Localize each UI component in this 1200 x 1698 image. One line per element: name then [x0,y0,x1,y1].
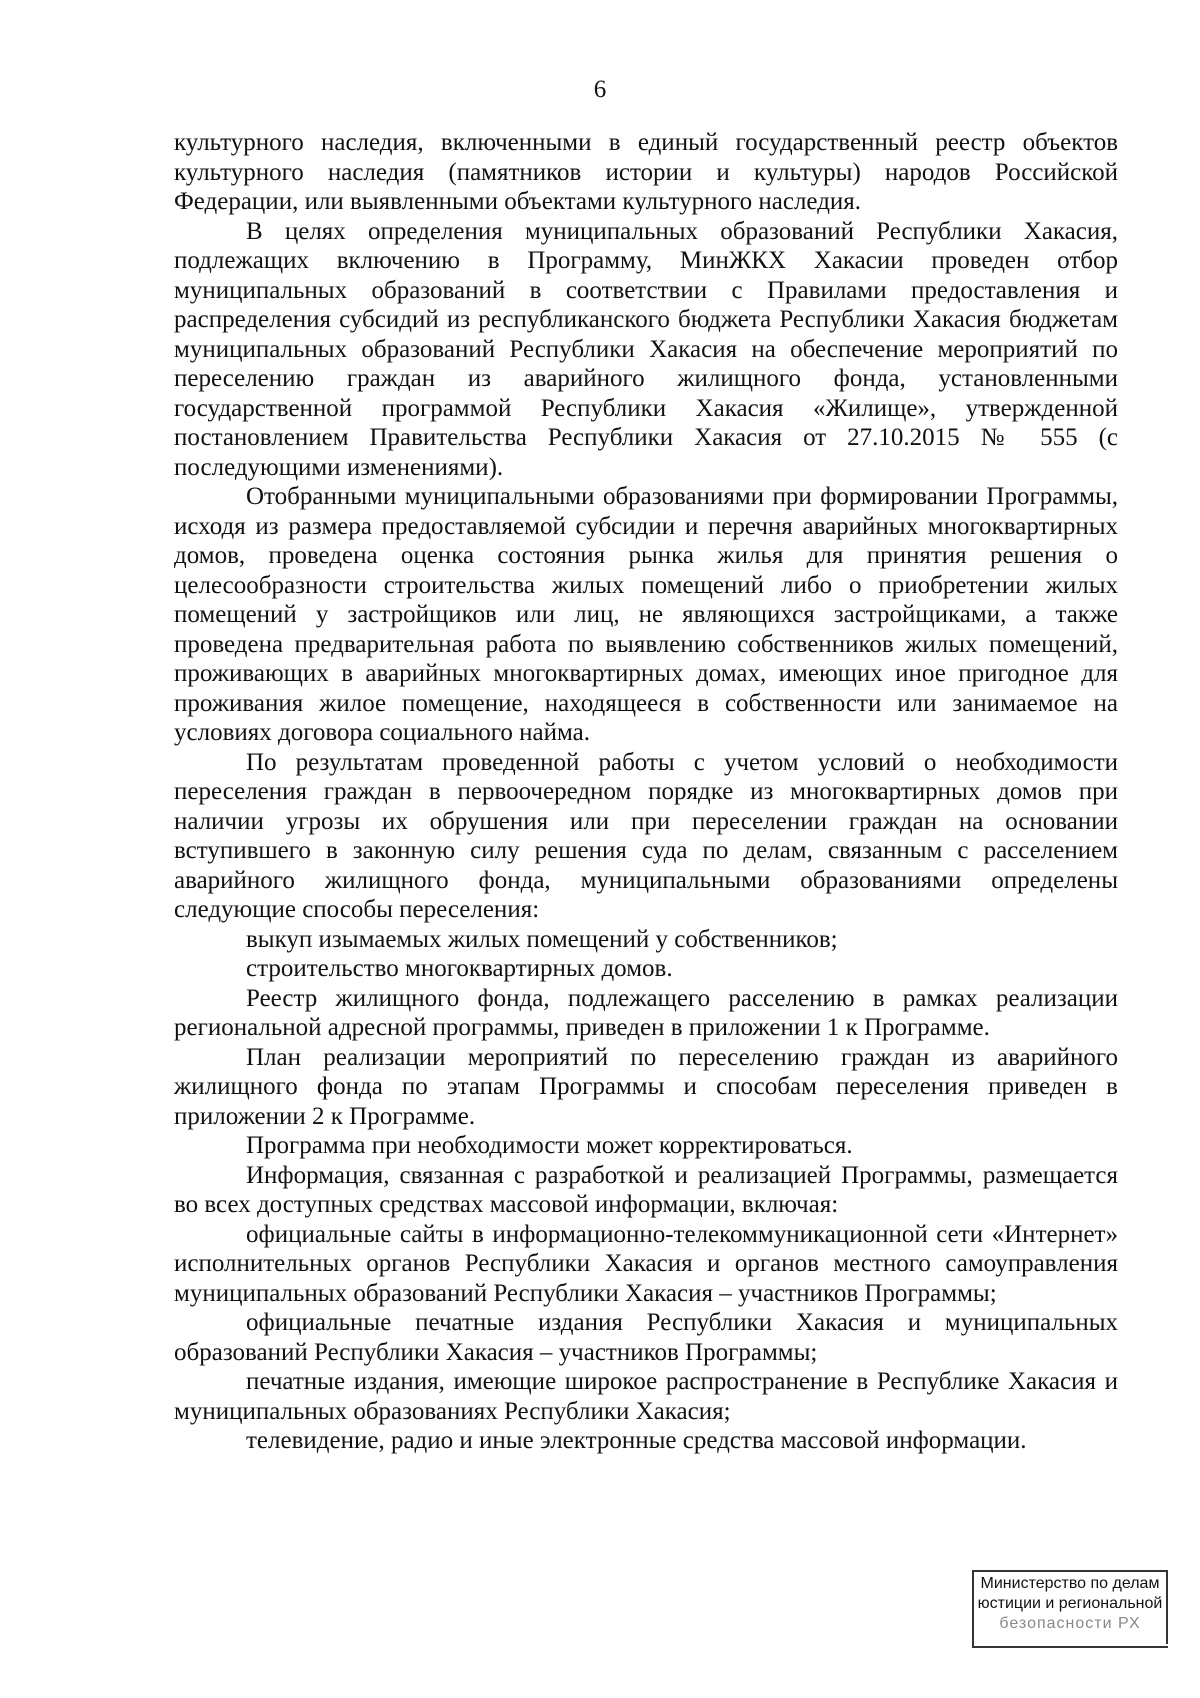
paragraph-resettlement-methods: По результатам проведенной работы с учетом условий о необходимости переселения граждан в первоочередном порядке из многоквартирных домов при наличии угрозы их обрушения или при переселении граждан на основании вступившего в законную силу решения суда по делам, связанным с расселением аварийного жилищного фонда, муниципальными образованиями определены следующие способы переселения: [174,748,1118,923]
stamp-border-right [1166,1570,1168,1644]
paragraph-selection-of-municipalities: В целях определения муниципальных образований Республики Хакасия, подлежащих включению в Программу, МинЖКХ Хакасии проведен отбор муниципальных образований в соответствии с Правилами предоставления и распределения субсидий из республиканского бюджета Республики Хакасия бюджетам муниципальных образований Республики Хакасия на обеспечение мероприятий по переселению граждан из аварийного жилищного фонда, установленными государственной программой Республики Хакасия «Жилище», утвержденной постановлением Правительства Республики Хакасия от 27.10.2015 № 555 (с последующими изменениями). [174,217,1118,481]
stamp-border-bottom [972,1646,1168,1648]
paragraph-plan-appendix-2: План реализации мероприятий по переселению граждан из аварийного жилищного фонда по этапам Программы и способам переселения приведен в приложении 2 к Программе. [174,1043,1118,1130]
list-item-official-print: официальные печатные издания Республики Хакасия и муниципальных образований Республики Хакасия – участников Программы; [174,1309,1118,1366]
list-item-widespread-print: печатные издания, имеющие широкое распространение в Республике Хакасия и муниципальных образованиях Республики Хакасия; [174,1368,1118,1425]
paragraph-continuation: культурного наследия, включенными в единый государственный реестр объектов культурного наследия (памятников истории и культуры) народов Российской Федерации, или выявленными объектами культурного наследия. [174,129,1118,215]
paragraph-registry-appendix-1: Реестр жилищного фонда, подлежащего расселению в рамках реализации региональной адресной программы, приведен в приложении 1 к Программе. [174,984,1118,1041]
stamp-line-2: юстиции и региональной [977,1595,1163,1612]
list-item-tv-radio: телевидение, радио и иные электронные средства массовой информации. [246,1427,1027,1454]
paragraph-market-assessment: Отобранными муниципальными образованиями при формировании Программы, исходя из размера предоставляемой субсидии и перечня аварийных многоквартирных домов, проведена оценка состояния рынка жилья для принятия решения о целесообразности строительства жилых помещений либо о приобретении жилых помещений у застройщиков или лиц, не являющихся застройщиками, а также проведена предварительная работа по выявлению собственников жилых помещений, проживающих в аварийных многоквартирных домах, имеющих иное пригодное для проживания жилое помещение, находящееся в собственности или занимаемое на условиях договора социального найма. [174,483,1118,746]
paragraph-information-media: Информация, связанная с разработкой и реализацией Программы, размещается во всех доступных средствах массовой информации, включая: [174,1161,1118,1218]
list-item-official-websites: официальные сайты в информационно-телекоммуникационной сети «Интернет» исполнительных органов Республики Хакасия и органов местного самоуправления муниципальных образований Республики Хакасия – участников Программы; [174,1220,1118,1307]
stamp-line-1: Министерство по делам [980,1575,1160,1592]
paragraph-program-adjustment: Программа при необходимости может корректироваться. [246,1132,853,1159]
page-number: 6 [593,76,607,103]
document-body [174,128,1118,1456]
stamp-line-3: безопасности РХ [999,1615,1141,1632]
list-item-construction: строительство многоквартирных домов. [246,955,673,982]
stamp-border-left [972,1570,974,1646]
ministry-stamp [972,1570,1168,1658]
list-item-buyout: выкуп изымаемых жилых помещений у собственников; [246,925,838,953]
stamp-border-top [972,1570,1168,1572]
